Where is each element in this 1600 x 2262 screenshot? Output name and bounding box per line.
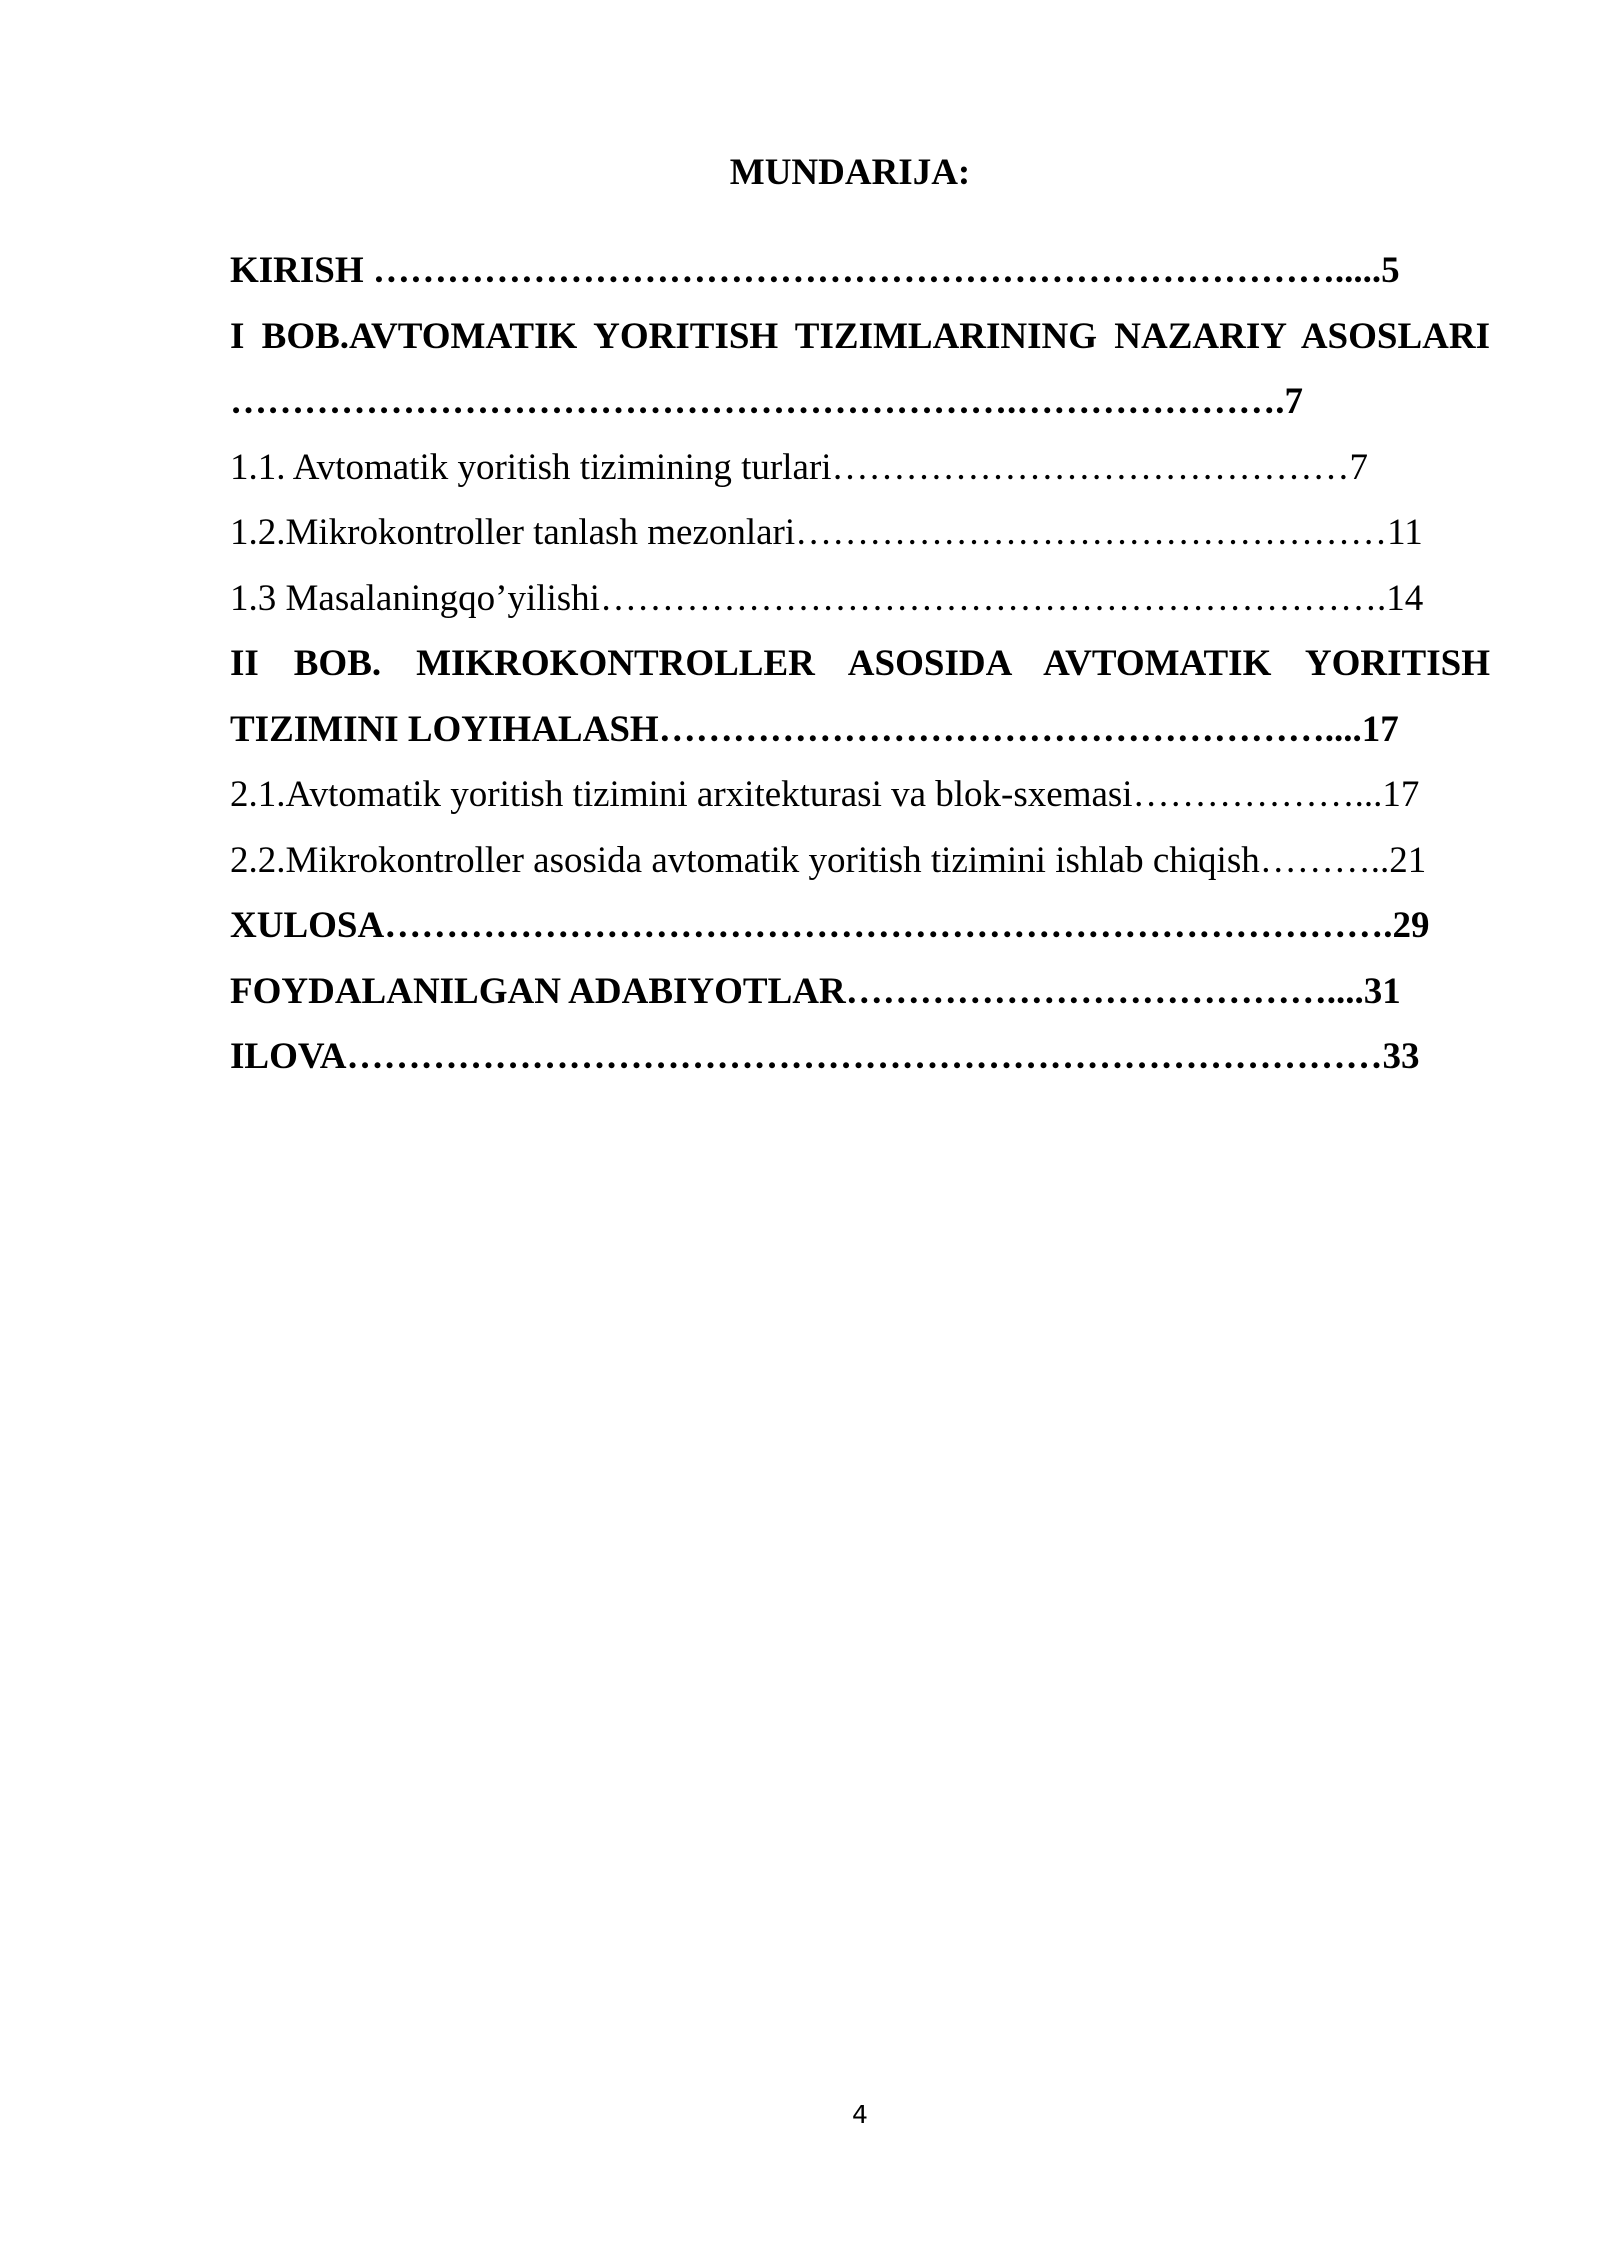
page-number: 4 (852, 2100, 868, 2129)
toc-entry-1-2 (230, 500, 1490, 566)
toc-entry-2-1-text: 2.1.Avtomatik yoritish tizimini arxitekturasi va blok-sxemasi………………...17 (230, 774, 1420, 815)
toc-entry-1-1 (230, 435, 1490, 501)
toc-entry-adabiyotlar (230, 959, 1490, 1025)
toc-entry-bob2-title: II BOB. MIKROKONTROLLER ASOSIDA AVTOMATIK YORITISH (230, 643, 1490, 684)
toc-entry-2-2 (230, 828, 1490, 894)
toc-entry-bob1-leader (230, 369, 1490, 435)
toc-entry-bob2-continuation-leader: ………………………………………………....17 (658, 708, 1399, 750)
toc-entry-bob1-title: I BOB.AVTOMATIK YORITISH TIZIMLARINING NAZARIY ASOSLARI (230, 315, 1490, 357)
toc-entry-1-1-text: 1.1. Avtomatik yoritish tizimining turlari……………………………………7 (230, 446, 1369, 488)
toc-entry-ilova-text: ILOVA…………………………………………………………………………33 (230, 1036, 1420, 1077)
toc-title: MUNDARIJA: (729, 152, 971, 193)
toc-entry-kirish-text: KIRISH …………………………………………………………………….....5 (230, 250, 1400, 291)
toc-entry-xulosa-text: XULOSA……………………………………………………………………….29 (230, 905, 1430, 946)
toc-entry-1-3 (230, 566, 1490, 632)
toc-entry-1-3-text: 1.3 Masalaningqo’yilishi……………………………………………………….14 (230, 577, 1424, 619)
toc-entry-kirish (230, 238, 1490, 304)
toc-entry-2-2-text: 2.2.Mikrokontroller asosida avtomatik yoritish tizimini ishlab chiqish………..21 (230, 839, 1427, 881)
toc-entry-adabiyotlar-text: FOYDALANILGAN ADABIYOTLAR…………………………………....31 (230, 970, 1401, 1012)
toc-entry-2-1 (230, 762, 1490, 828)
toc-entry-1-2-text: 1.2.Mikrokontroller tanlash mezonlari…………………………………………11 (230, 512, 1423, 553)
toc-entry-ilova (230, 1024, 1490, 1090)
toc-entry-bob2-continuation-text: TIZIMINI LOYIHALASH (230, 708, 659, 750)
toc-entry-bob1-leader-text: ……………………………………………………….………………….7 (230, 381, 1303, 422)
table-of-contents (230, 238, 1490, 1090)
toc-entry-bob2-continuation (230, 697, 1490, 763)
toc-entry-xulosa (230, 893, 1490, 959)
